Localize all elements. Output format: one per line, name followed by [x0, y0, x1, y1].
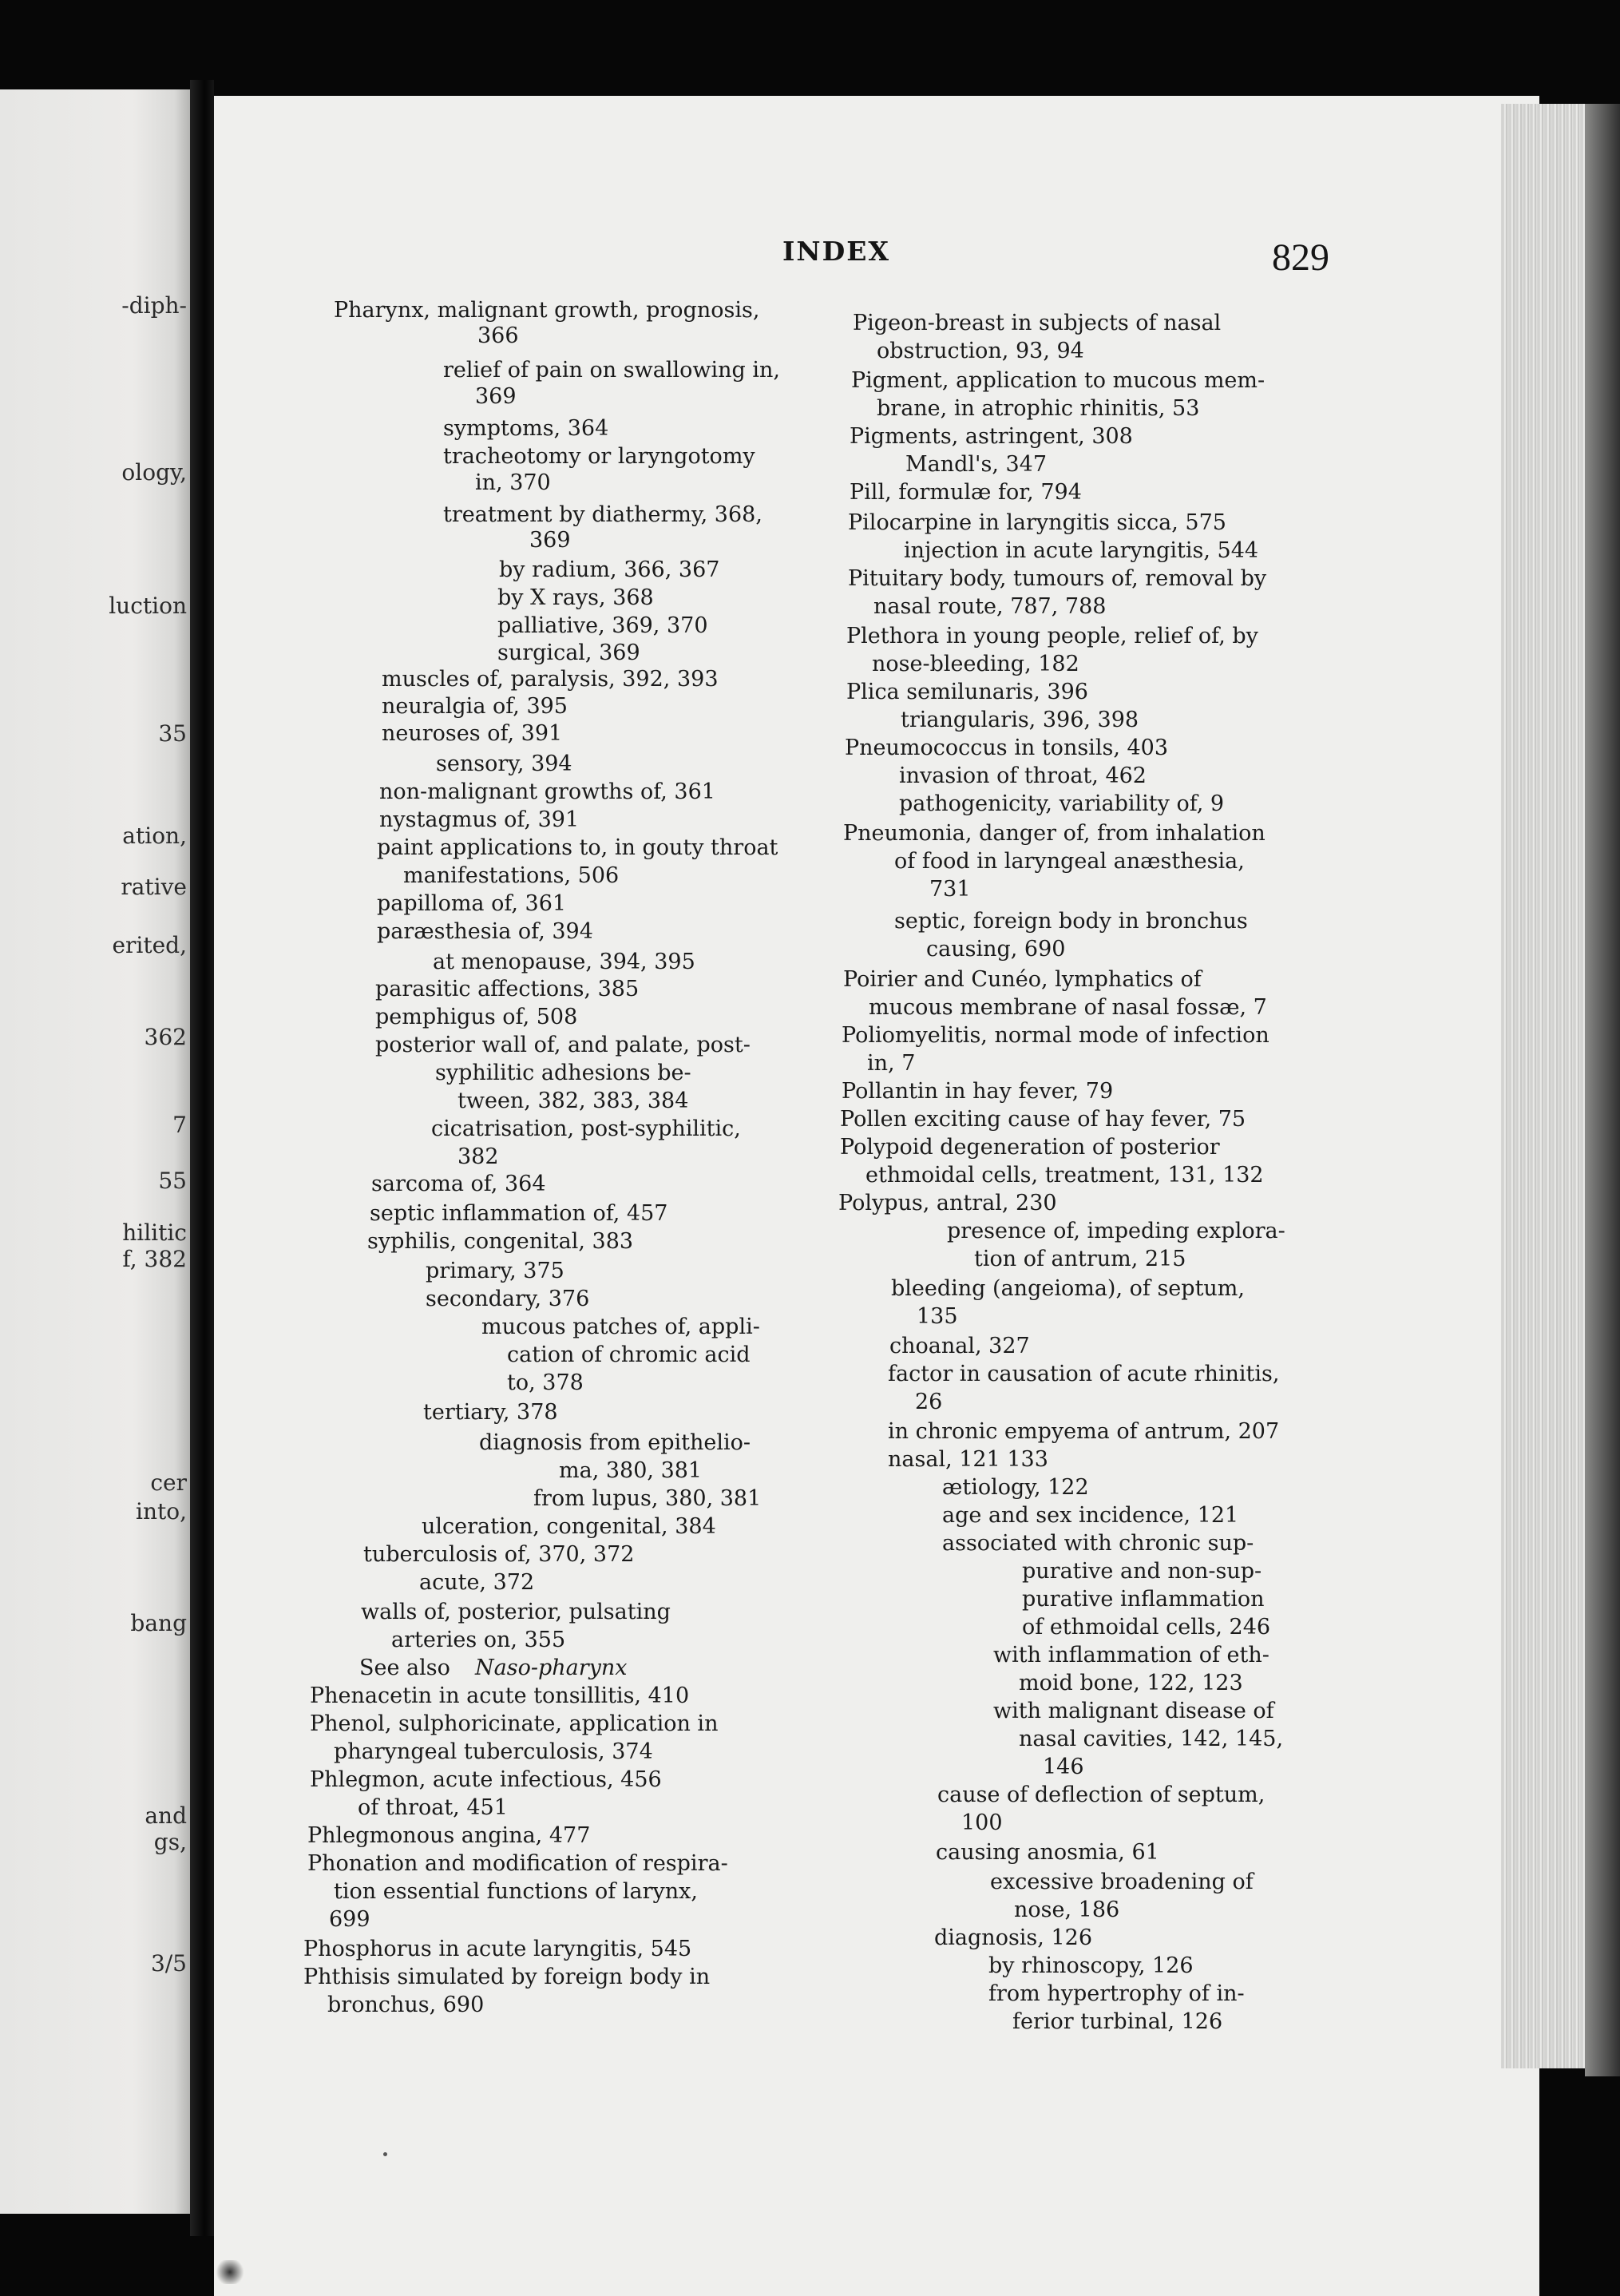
index-entry: Phonation and modification of respira-: [307, 1851, 728, 1876]
index-entry: 369: [475, 384, 517, 409]
index-entry: brane, in atrophic rhinitis, 53: [877, 396, 1200, 421]
left-page-fragment: rative: [121, 874, 187, 900]
index-entry: excessive broadening of: [990, 1870, 1254, 1894]
index-entry: diagnosis, 126: [934, 1925, 1092, 1950]
index-entry: with inflammation of eth-: [993, 1643, 1269, 1667]
index-entry: nose, 186: [1014, 1897, 1120, 1922]
index-entry: surgical, 369: [497, 640, 640, 665]
index-entry: Pigment, application to mucous mem-: [851, 368, 1266, 393]
left-page-fragment: bang: [130, 1610, 187, 1636]
index-entry: moid bone, 122, 123: [1019, 1671, 1243, 1695]
left-page-fragment: 362: [144, 1024, 187, 1050]
left-page-fragment: cer: [150, 1469, 187, 1496]
index-entry: ma, 380, 381: [559, 1458, 703, 1483]
index-entry: nose-bleeding, 182: [872, 652, 1079, 676]
index-entry: cause of deflection of septum,: [937, 1782, 1266, 1807]
index-entry: Pneumonia, danger of, from inhalation: [843, 821, 1266, 846]
index-entry: Polypus, antral, 230: [838, 1191, 1057, 1215]
index-entry: of food in laryngeal anæsthesia,: [894, 849, 1245, 874]
left-page-fragment: luction: [109, 593, 187, 619]
index-entry: Pigeon-breast in subjects of nasal: [853, 311, 1222, 335]
index-entry: paræsthesia of, 394: [377, 919, 593, 944]
index-entry: ætiology, 122: [942, 1475, 1089, 1500]
left-page-fragment: ation,: [122, 823, 187, 849]
index-entry: tween, 382, 383, 384: [457, 1089, 689, 1113]
index-entry: Phlegmon, acute infectious, 456: [310, 1767, 662, 1792]
index-entry: obstruction, 93, 94: [877, 339, 1084, 363]
index-entry: paint applications to, in gouty throat: [377, 835, 778, 860]
left-page-fragment: gs,: [153, 1829, 187, 1855]
index-entry: causing, 690: [926, 937, 1066, 962]
index-entry: Phthisis simulated by foreign body in: [303, 1965, 711, 1989]
index-entry: tion essential functions of larynx,: [334, 1879, 698, 1904]
index-entry: symptoms, 364: [443, 416, 609, 441]
index-entry: causing anosmia, 61: [936, 1840, 1159, 1865]
index-entry: Phenol, sulphoricinate, application in: [310, 1711, 719, 1736]
index-entry: syphilis, congenital, 383: [367, 1229, 634, 1254]
scan-smudge: [214, 2260, 246, 2284]
index-entry: posterior wall of, and palate, post-: [375, 1033, 751, 1057]
index-entry: associated with chronic sup-: [942, 1531, 1254, 1556]
book-gutter: [190, 80, 214, 2236]
index-entry: cicatrisation, post-syphilitic,: [431, 1116, 741, 1141]
index-entry: Plica semilunaris, 396: [846, 680, 1088, 704]
index-entry: in, 7: [867, 1051, 916, 1076]
index-entry: Pollantin in hay fever, 79: [842, 1079, 1114, 1104]
index-entry: purative inflammation: [1022, 1587, 1265, 1612]
index-entry: See also: [359, 1656, 450, 1680]
left-page-fragment: -diph-: [121, 292, 187, 319]
index-entry: by X rays, 368: [497, 585, 654, 610]
index-entry: muscles of, paralysis, 392, 393: [382, 667, 719, 692]
index-entry: walls of, posterior, pulsating: [361, 1600, 671, 1624]
index-entry: sarcoma of, 364: [371, 1172, 546, 1196]
index-entry: arteries on, 355: [391, 1628, 566, 1652]
index-entry: mucous patches of, appli-: [481, 1315, 760, 1339]
index-entry: palliative, 369, 370: [497, 613, 708, 638]
index-entry: nasal cavities, 142, 145,: [1019, 1727, 1284, 1751]
index-entry: invasion of throat, 462: [899, 763, 1147, 788]
index-entry: primary, 375: [426, 1259, 564, 1283]
index-entry: tuberculosis of, 370, 372: [363, 1542, 635, 1567]
index-entry: nystagmus of, 391: [379, 807, 580, 832]
index-entry: 699: [329, 1907, 370, 1932]
left-page-fragment: ology,: [121, 459, 187, 486]
index-entry: Pharynx, malignant growth, prognosis,: [334, 298, 760, 323]
index-entry: 366: [477, 323, 519, 348]
index-entry: with malignant disease of: [993, 1699, 1274, 1723]
index-entry: septic inflammation of, 457: [370, 1201, 668, 1226]
index-entry: parasitic affections, 385: [375, 977, 640, 1001]
index-entry: from lupus, 380, 381: [533, 1486, 762, 1511]
index-entry: secondary, 376: [426, 1287, 590, 1311]
index-entry: Plethora in young people, relief of, by: [846, 624, 1258, 648]
index-entry: Pituitary body, tumours of, removal by: [848, 566, 1267, 591]
index-entry: neuralgia of, 395: [382, 694, 568, 719]
index-entry: relief of pain on swallowing in,: [443, 358, 780, 383]
left-page-fragment: erited,: [112, 932, 187, 958]
index-entry: mucous membrane of nasal fossæ, 7: [869, 995, 1267, 1020]
index-entry: tracheotomy or laryngotomy: [443, 444, 755, 469]
left-page-fragment: hilitic: [122, 1219, 187, 1246]
index-entry: nasal, 121 133: [888, 1447, 1048, 1472]
index-entry: Polypoid degeneration of posterior: [840, 1135, 1220, 1160]
left-page-fragment: 7: [172, 1112, 187, 1138]
index-entry: to, 378: [507, 1370, 584, 1395]
left-page-fragment: into,: [136, 1498, 187, 1525]
index-entry: diagnosis from epithelio-: [479, 1430, 751, 1455]
page-number: 829: [1272, 236, 1329, 279]
index-entry: of ethmoidal cells, 246: [1022, 1615, 1271, 1640]
index-entry: Pneumococcus in tonsils, 403: [845, 736, 1169, 760]
page-edges: [1501, 104, 1589, 2068]
index-entry: Phenacetin in acute tonsillitis, 410: [310, 1683, 690, 1708]
index-entry: Pigments, astringent, 308: [850, 424, 1133, 449]
index-entry: septic, foreign body in bronchus: [894, 909, 1248, 934]
index-entry: ferior turbinal, 126: [1012, 2009, 1223, 2034]
index-entry: 146: [1043, 1755, 1084, 1779]
index-entry: Mandl's, 347: [905, 452, 1048, 477]
index-entry: by radium, 366, 367: [499, 557, 720, 582]
index-entry: in chronic empyema of antrum, 207: [888, 1419, 1280, 1444]
index-entry: factor in causation of acute rhinitis,: [888, 1362, 1280, 1386]
facing-page-left: [0, 89, 190, 2214]
left-page-fragment: and: [145, 1802, 187, 1829]
index-entry: papilloma of, 361: [377, 891, 567, 916]
index-entry: ethmoidal cells, treatment, 131, 132: [865, 1163, 1264, 1188]
index-entry: 369: [529, 528, 571, 553]
index-entry: triangularis, 396, 398: [901, 708, 1139, 732]
index-entry: 26: [915, 1390, 943, 1414]
left-page-fragment: 55: [158, 1168, 187, 1194]
index-entry: Phlegmonous angina, 477: [307, 1823, 591, 1848]
index-entry: tertiary, 378: [423, 1400, 558, 1425]
ink-speck: [383, 2152, 387, 2156]
left-page-fragment: f, 382: [122, 1246, 187, 1272]
index-entry: neuroses of, 391: [382, 721, 563, 746]
index-entry: in, 370: [475, 470, 551, 495]
index-entry: sensory, 394: [436, 751, 572, 776]
index-entry: 135: [917, 1304, 958, 1329]
left-page-fragment: 35: [158, 720, 187, 747]
index-entry: bronchus, 690: [327, 1993, 485, 2017]
index-entry: pemphigus of, 508: [375, 1005, 578, 1029]
index-entry: by rhinoscopy, 126: [988, 1953, 1194, 1978]
index-entry: 731: [929, 877, 971, 902]
index-entry: Pill, formulæ for, 794: [850, 480, 1082, 505]
index-entry: non-malignant growths of, 361: [379, 779, 715, 804]
index-entry: injection in acute laryngitis, 544: [904, 538, 1259, 563]
index-entry: pharyngeal tuberculosis, 374: [334, 1739, 653, 1764]
page-edge-shadow: [1585, 104, 1620, 2076]
index-entry: bleeding (angeioma), of septum,: [891, 1276, 1245, 1301]
index-entry: purative and non-sup-: [1022, 1559, 1262, 1584]
index-entry: cation of chromic acid: [507, 1342, 751, 1367]
left-page-fragment: 3/5: [150, 1950, 187, 1977]
running-head: INDEX: [782, 236, 890, 267]
index-entry: Phosphorus in acute laryngitis, 545: [303, 1937, 692, 1961]
index-entry: Poliomyelitis, normal mode of infection: [842, 1023, 1269, 1048]
index-entry: ulceration, congenital, 384: [422, 1514, 716, 1539]
index-entry: age and sex incidence, 121: [942, 1503, 1239, 1528]
index-entry: presence of, impeding explora-: [947, 1219, 1285, 1243]
index-entry: at menopause, 394, 395: [433, 950, 695, 974]
index-entry: Pilocarpine in laryngitis sicca, 575: [848, 510, 1226, 535]
index-entry: treatment by diathermy, 368,: [443, 502, 762, 527]
index-entry: Poirier and Cunéo, lymphatics of: [843, 967, 1202, 992]
index-entry: tion of antrum, 215: [974, 1247, 1186, 1271]
index-entry: 100: [961, 1810, 1003, 1835]
index-entry: Pollen exciting cause of hay fever, 75: [840, 1107, 1246, 1132]
index-entry: nasal route, 787, 788: [873, 594, 1107, 619]
index-entry: from hypertrophy of in-: [988, 1981, 1245, 2006]
index-entry: syphilitic adhesions be-: [435, 1061, 691, 1085]
index-entry: pathogenicity, variability of, 9: [899, 791, 1225, 816]
index-entry: of throat, 451: [358, 1795, 508, 1820]
index-entry: acute, 372: [419, 1570, 535, 1595]
index-entry: 382: [457, 1144, 499, 1169]
index-entry: choanal, 327: [889, 1334, 1030, 1358]
index-entry: manifestations, 506: [403, 863, 620, 888]
cross-reference: Naso-pharynx: [475, 1656, 628, 1680]
